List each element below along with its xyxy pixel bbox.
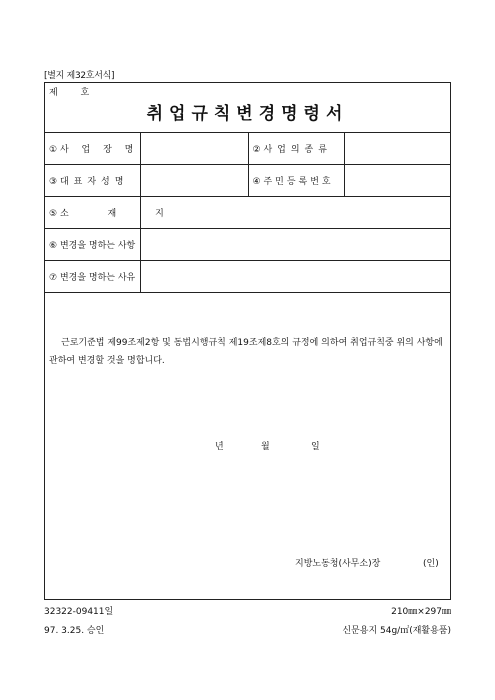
field-number: ③ bbox=[49, 177, 58, 187]
statement-text: 근로기준법 제99조제2항 및 동법시행규칙 제19조제8호의 규정에 의하여 취업규칙중 위의 사항에 bbox=[61, 338, 443, 348]
field-label-representative: ③ 대표자성명 bbox=[45, 165, 140, 197]
field-label-business-type: ② 사업의종류 bbox=[248, 133, 344, 165]
field-number: ⑦ bbox=[49, 273, 58, 283]
seal-mark: (인) bbox=[423, 559, 439, 569]
field-value-location[interactable] bbox=[140, 197, 450, 229]
field-number: ① bbox=[49, 145, 58, 155]
table-row bbox=[45, 261, 450, 293]
field-number: ⑤ bbox=[49, 209, 58, 219]
approval-date: 97. 3.25. 승인 bbox=[44, 626, 105, 636]
field-number: ④ bbox=[252, 177, 261, 187]
table-row bbox=[45, 197, 450, 229]
info-table bbox=[45, 132, 450, 293]
table-row bbox=[45, 165, 450, 197]
field-label-workplace-name: ① 사 업 장 명 bbox=[45, 133, 140, 165]
statement-text-continued: 관하여 변경할 것을 명합니다. bbox=[49, 356, 165, 366]
form-number-label: [별지 제32호서식] bbox=[44, 71, 115, 81]
paper-spec: 신문용지 54g/㎡(재활용품) bbox=[342, 626, 451, 636]
field-number: ② bbox=[252, 145, 261, 155]
page-title: 취업규칙변경명령서 bbox=[146, 104, 349, 124]
date-day: 일 bbox=[311, 442, 320, 452]
field-value-representative[interactable] bbox=[140, 165, 248, 197]
field-value-business-type[interactable] bbox=[344, 133, 450, 165]
form-frame bbox=[44, 82, 451, 600]
form-code: 32322-09411일 bbox=[44, 607, 114, 617]
field-value-change-items[interactable] bbox=[140, 229, 450, 261]
field-value-workplace-name[interactable] bbox=[140, 133, 248, 165]
date-month: 월 bbox=[261, 442, 270, 452]
field-label-change-reason: ⑦ 변경을 명하는 사유 bbox=[45, 261, 140, 293]
field-value-change-reason[interactable] bbox=[140, 261, 450, 293]
date-year: 년 bbox=[215, 442, 224, 452]
field-label-resident-number: ④ 주민등록번호 bbox=[248, 165, 344, 197]
document-number-label: 제 호 bbox=[49, 88, 100, 98]
field-value-resident-number[interactable] bbox=[344, 165, 450, 197]
table-row bbox=[45, 133, 450, 165]
field-number: ⑥ bbox=[49, 241, 58, 251]
table-row bbox=[45, 229, 450, 261]
issuer-office: 지방노동청(사무소)장 bbox=[295, 559, 381, 569]
field-label-change-items: ⑥ 변경을 명하는 사항 bbox=[45, 229, 140, 261]
paper-size: 210㎜×297㎜ bbox=[391, 607, 451, 617]
field-label-location: ⑤ 소 재 지 bbox=[45, 197, 140, 229]
